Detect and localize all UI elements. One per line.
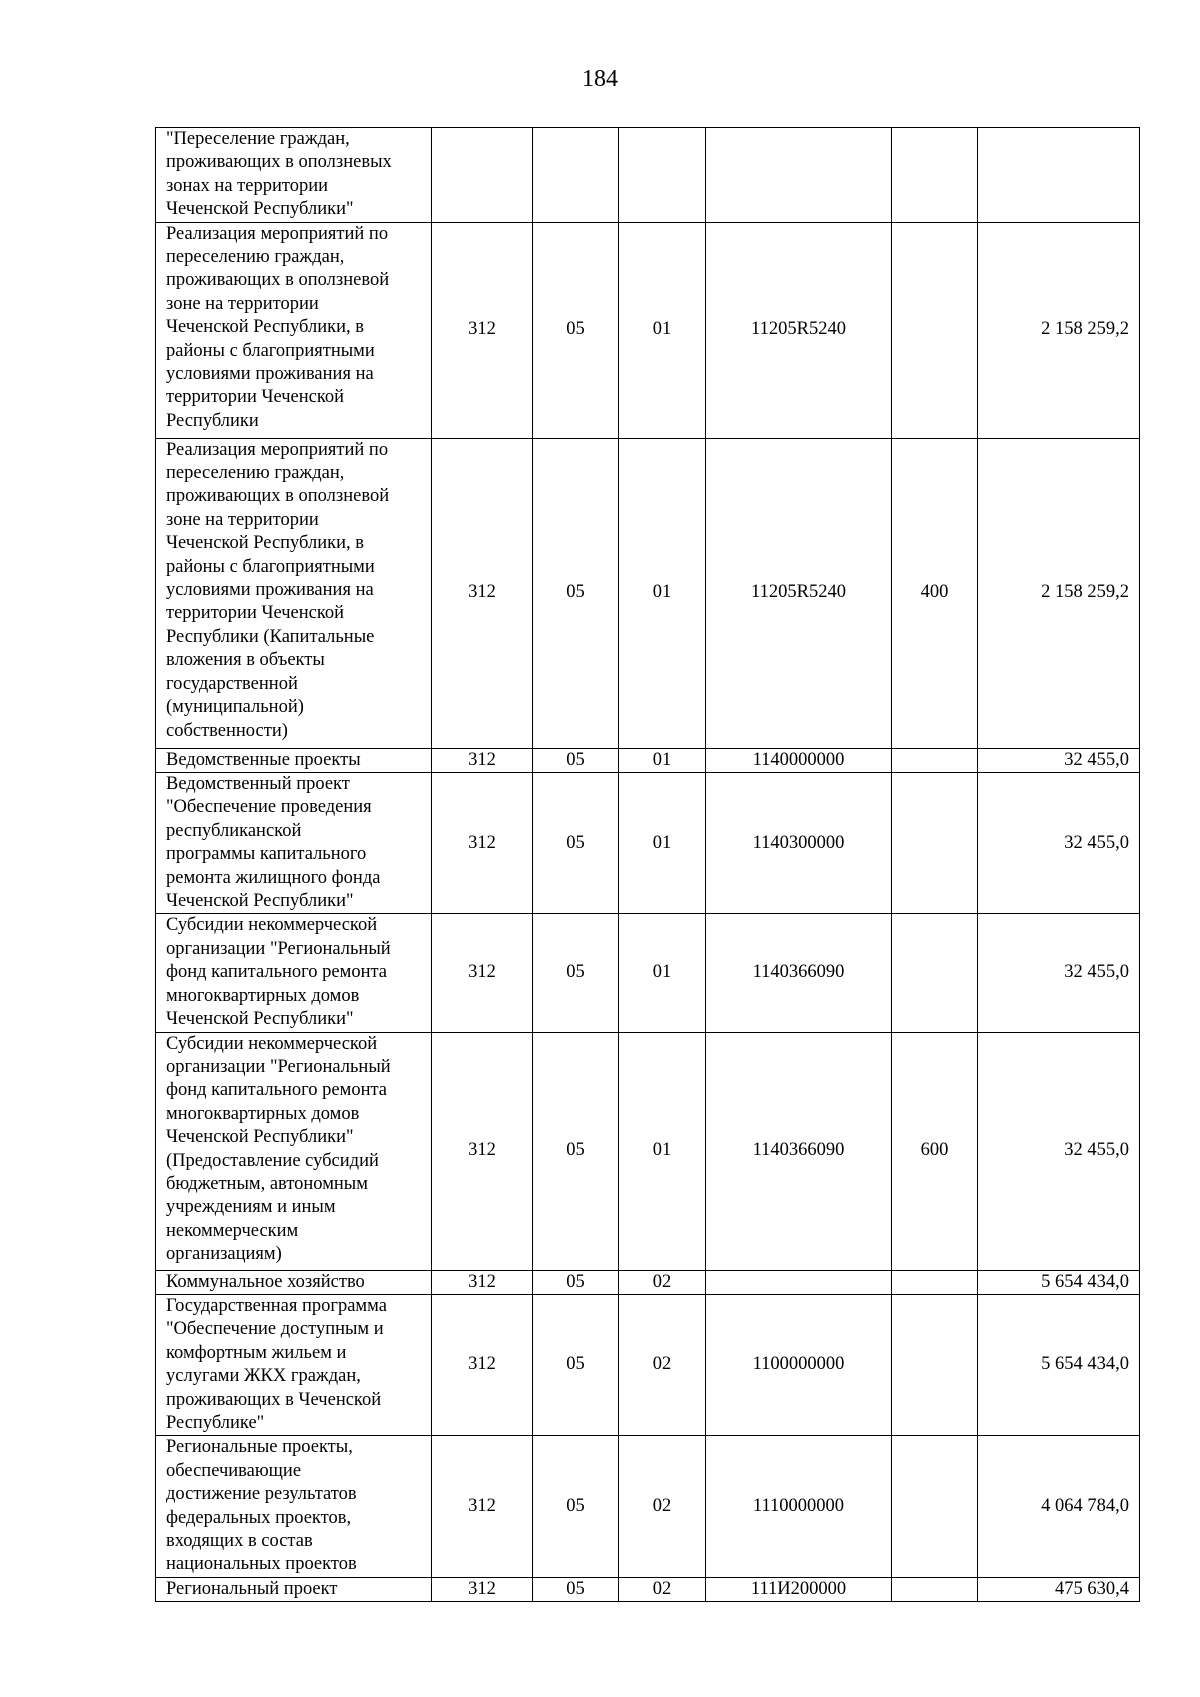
section-code: 05 bbox=[533, 222, 619, 438]
table-row bbox=[156, 1032, 1140, 1270]
budget-table bbox=[155, 127, 1140, 1602]
target-article-code: 1140366090 bbox=[706, 1032, 892, 1270]
subsection-code: 01 bbox=[619, 1032, 706, 1270]
grbs-code bbox=[432, 128, 533, 223]
expense-type-code: 400 bbox=[892, 438, 978, 748]
expense-type-code bbox=[892, 1294, 978, 1435]
grbs-code: 312 bbox=[432, 1294, 533, 1435]
target-article-code: 1140300000 bbox=[706, 773, 892, 914]
table-row bbox=[156, 438, 1140, 748]
grbs-code: 312 bbox=[432, 914, 533, 1032]
row-name: Субсидии некоммерческой организации "Региональный фонд капитального ремонта многоквартирных домов Чеченской Республики" (Предоставление субсидий бюджетным, автономным учреждениям и иным некоммерческим организациям) bbox=[156, 1032, 432, 1270]
page-number: 184 bbox=[582, 66, 618, 92]
section-code: 05 bbox=[533, 1577, 619, 1601]
section-code: 05 bbox=[533, 1294, 619, 1435]
expense-type-code bbox=[892, 748, 978, 772]
row-name: Ведомственные проекты bbox=[156, 748, 432, 772]
amount: 475 630,4 bbox=[978, 1577, 1140, 1601]
row-name: Ведомственный проект "Обеспечение проведения республиканской программы капитального ремонта жилищного фонда Чеченской Республики" bbox=[156, 773, 432, 914]
row-name: Коммунальное хозяйство bbox=[156, 1270, 432, 1294]
target-article-code: 1140000000 bbox=[706, 748, 892, 772]
target-article-code bbox=[706, 1270, 892, 1294]
target-article-code: 11205R5240 bbox=[706, 438, 892, 748]
section-code: 05 bbox=[533, 1436, 619, 1577]
subsection-code: 02 bbox=[619, 1270, 706, 1294]
table-row bbox=[156, 1436, 1140, 1577]
table-row bbox=[156, 748, 1140, 772]
target-article-code: 1110000000 bbox=[706, 1436, 892, 1577]
target-article-code: 1100000000 bbox=[706, 1294, 892, 1435]
expense-type-code bbox=[892, 1270, 978, 1294]
table-row bbox=[156, 1577, 1140, 1601]
grbs-code: 312 bbox=[432, 1032, 533, 1270]
subsection-code: 02 bbox=[619, 1294, 706, 1435]
target-article-code bbox=[706, 128, 892, 223]
subsection-code bbox=[619, 128, 706, 223]
grbs-code: 312 bbox=[432, 748, 533, 772]
row-name: Региональный проект bbox=[156, 1577, 432, 1601]
amount: 4 064 784,0 bbox=[978, 1436, 1140, 1577]
amount: 5 654 434,0 bbox=[978, 1270, 1140, 1294]
row-name: Реализация мероприятий по переселению граждан, проживающих в оползневой зоне на территории Чеченской Республики, в районы с благоприятными условиями проживания на территории Чеченской Республики bbox=[156, 222, 432, 438]
subsection-code: 01 bbox=[619, 773, 706, 914]
section-code: 05 bbox=[533, 914, 619, 1032]
amount: 32 455,0 bbox=[978, 914, 1140, 1032]
table-row bbox=[156, 1294, 1140, 1435]
target-article-code: 111И200000 bbox=[706, 1577, 892, 1601]
table-row bbox=[156, 1270, 1140, 1294]
row-name: Реализация мероприятий по переселению граждан, проживающих в оползневой зоне на территории Чеченской Республики, в районы с благоприятными условиями проживания на территории Чеченской Республики (Капитальные вложения в объекты государственной (муниципальной) собственности) bbox=[156, 438, 432, 748]
section-code: 05 bbox=[533, 773, 619, 914]
grbs-code: 312 bbox=[432, 222, 533, 438]
amount: 32 455,0 bbox=[978, 1032, 1140, 1270]
target-article-code: 1140366090 bbox=[706, 914, 892, 1032]
target-article-code: 11205R5240 bbox=[706, 222, 892, 438]
grbs-code: 312 bbox=[432, 1577, 533, 1601]
amount: 5 654 434,0 bbox=[978, 1294, 1140, 1435]
row-name: Государственная программа "Обеспечение доступным и комфортным жильем и услугами ЖКХ граждан, проживающих в Чеченской Республике" bbox=[156, 1294, 432, 1435]
expense-type-code bbox=[892, 1436, 978, 1577]
section-code: 05 bbox=[533, 438, 619, 748]
table-row bbox=[156, 914, 1140, 1032]
row-name: "Переселение граждан, проживающих в оползневых зонах на территории Чеченской Республики" bbox=[156, 128, 432, 223]
expense-type-code bbox=[892, 222, 978, 438]
subsection-code: 02 bbox=[619, 1436, 706, 1577]
section-code bbox=[533, 128, 619, 223]
section-code: 05 bbox=[533, 1032, 619, 1270]
subsection-code: 01 bbox=[619, 222, 706, 438]
expense-type-code bbox=[892, 128, 978, 223]
subsection-code: 01 bbox=[619, 438, 706, 748]
grbs-code: 312 bbox=[432, 1436, 533, 1577]
grbs-code: 312 bbox=[432, 438, 533, 748]
section-code: 05 bbox=[533, 1270, 619, 1294]
row-name: Региональные проекты, обеспечивающие достижение результатов федеральных проектов, входящих в состав национальных проектов bbox=[156, 1436, 432, 1577]
grbs-code: 312 bbox=[432, 773, 533, 914]
amount bbox=[978, 128, 1140, 223]
expense-type-code bbox=[892, 773, 978, 914]
section-code: 05 bbox=[533, 748, 619, 772]
expense-type-code bbox=[892, 1577, 978, 1601]
amount: 32 455,0 bbox=[978, 748, 1140, 772]
row-name: Субсидии некоммерческой организации "Региональный фонд капитального ремонта многоквартирных домов Чеченской Республики" bbox=[156, 914, 432, 1032]
expense-type-code: 600 bbox=[892, 1032, 978, 1270]
amount: 2 158 259,2 bbox=[978, 438, 1140, 748]
grbs-code: 312 bbox=[432, 1270, 533, 1294]
subsection-code: 02 bbox=[619, 1577, 706, 1601]
expense-type-code bbox=[892, 914, 978, 1032]
table-row bbox=[156, 128, 1140, 223]
amount: 32 455,0 bbox=[978, 773, 1140, 914]
subsection-code: 01 bbox=[619, 748, 706, 772]
amount: 2 158 259,2 bbox=[978, 222, 1140, 438]
table-row bbox=[156, 222, 1140, 438]
subsection-code: 01 bbox=[619, 914, 706, 1032]
table-row bbox=[156, 773, 1140, 914]
